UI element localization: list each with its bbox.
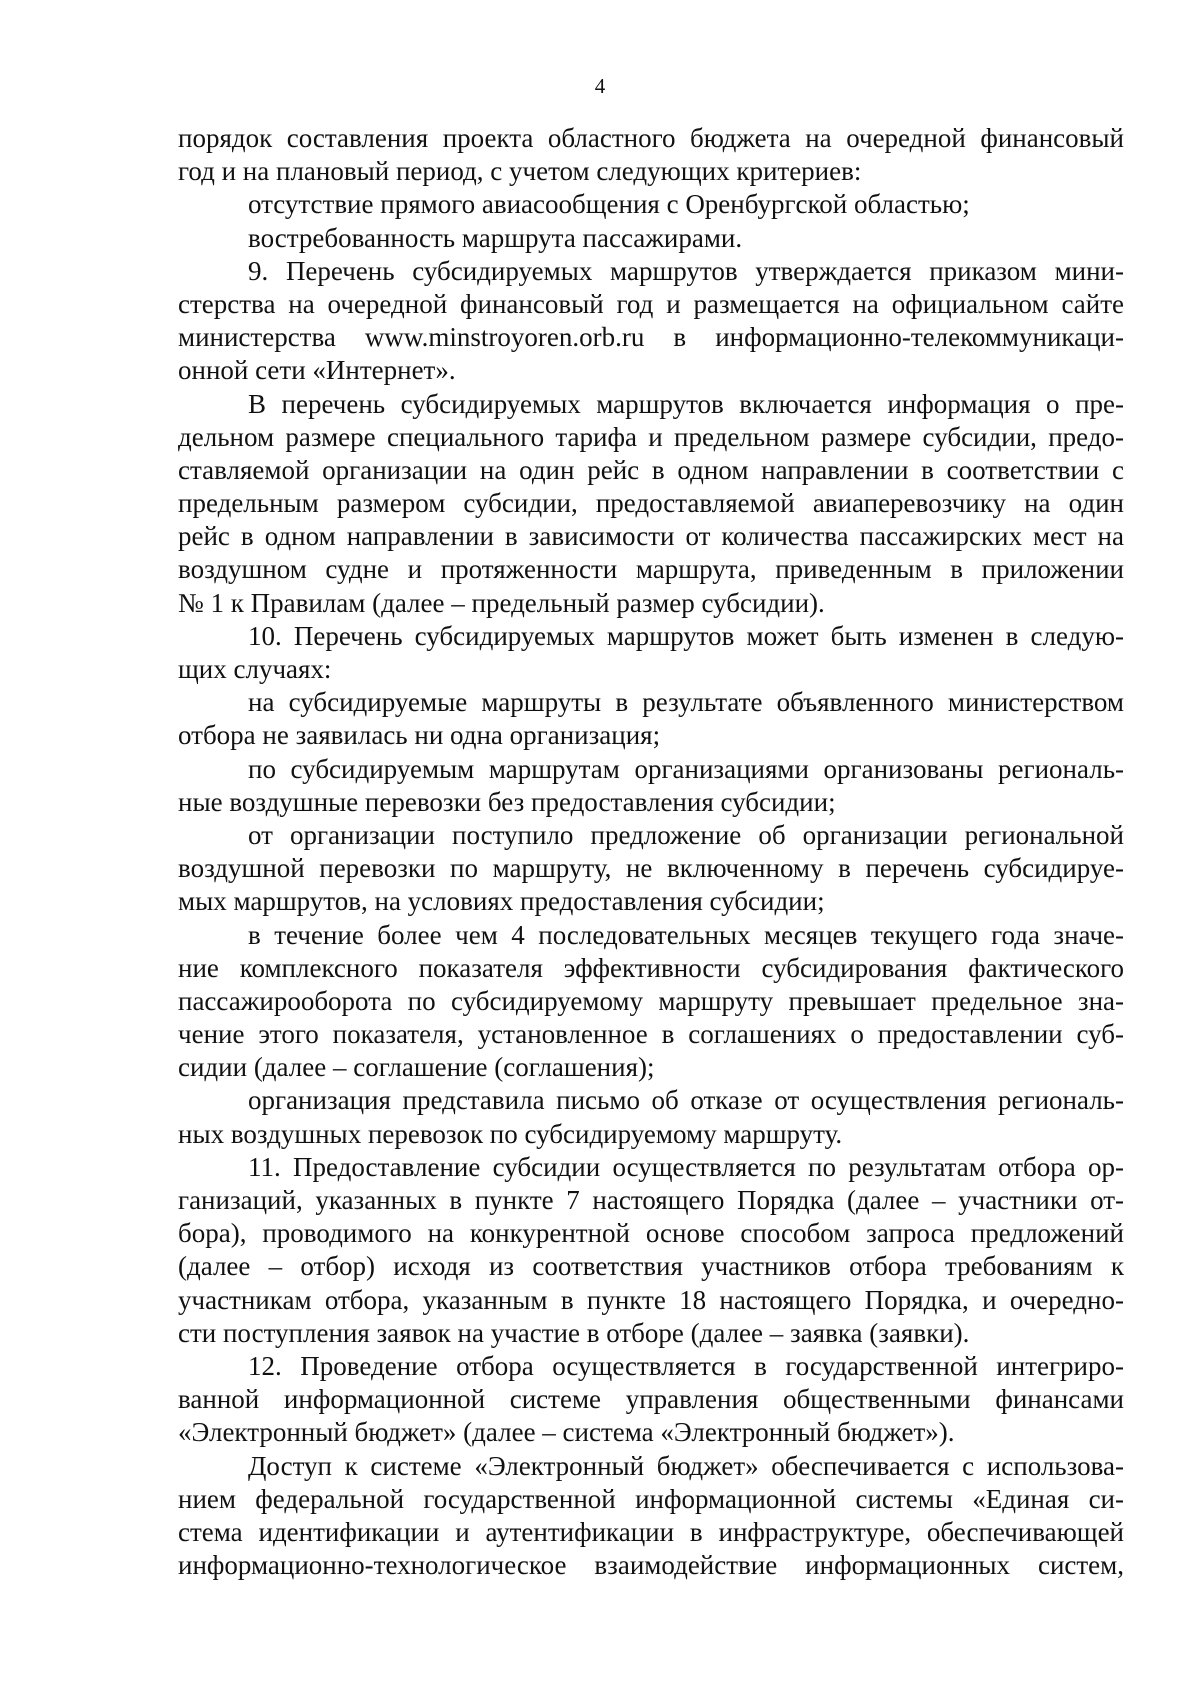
text-line: «Электронный бюджет» (далее – система «Электронный бюджет»). [178, 1417, 955, 1448]
text-line: отбора не заявилась ни одна организация; [178, 720, 661, 751]
text-line: чение этого показателя, установленное в соглашениях о предоставлении суб- [178, 1019, 1124, 1050]
text-line: ставляемой организации на один рейс в одном направлении в соответствии с [178, 454, 1124, 485]
text-line: сти поступления заявок на участие в отборе (далее – заявка (заявки). [178, 1317, 970, 1348]
text-line: воздушной перевозки по маршруту, не включенному в перечень субсидируе- [178, 853, 1124, 884]
text-line: в течение более чем 4 последовательных месяцев текущего года значе- [248, 919, 1124, 950]
text-line: по субсидируемым маршрутам организациями организованы региональ- [248, 753, 1124, 784]
text-line: востребованность маршрута пассажирами. [248, 222, 743, 253]
text-line: щих случаях: [178, 654, 332, 684]
text-line: стема идентификации и аутентификации в инфраструктуре, обеспечивающей [178, 1516, 1124, 1547]
text-line: ные воздушные перевозки без предоставления субсидии; [178, 786, 836, 817]
text-line: ванной информационной системе управления общественными финансами [178, 1384, 1124, 1415]
text-line: на субсидируемые маршруты в результате объявленного министерством [248, 687, 1124, 718]
text-line: бора), проводимого на конкурентной основе способом запроса предложений [178, 1218, 1124, 1249]
text-line: год и на плановый период, с учетом следующих критериев: [178, 156, 862, 187]
text-line: ганизаций, указанных в пункте 7 настоящего Порядка (далее – участники от- [178, 1185, 1124, 1215]
document-body [178, 122, 1124, 1582]
text-line: пассажирооборота по субсидируемому маршруту превышает предельное зна- [178, 985, 1124, 1016]
text-line: сидии (далее – соглашение (соглашения); [178, 1052, 655, 1083]
text-line: участникам отбора, указанным в пункте 18 настоящего Порядка, и очередно- [178, 1284, 1124, 1315]
text-line: В перечень субсидируемых маршрутов включается информация о пре- [248, 388, 1124, 419]
text-line: 9. Перечень субсидируемых маршрутов утверждается приказом мини- [248, 255, 1124, 286]
text-line: (далее – отбор) исходя из соответствия участников отбора требованиям к [178, 1251, 1124, 1282]
text-line: стерства на очередной финансовый год и размещается на официальном сайте [178, 288, 1124, 319]
text-line: 11. Предоставление субсидии осуществляется по результатам отбора ор- [248, 1151, 1124, 1182]
text-line: отсутствие прямого авиасообщения с Оренбургской областью; [248, 189, 970, 220]
text-line: министерства www.minstroyoren.orb.ru в информационно-телекоммуникаци- [178, 322, 1124, 353]
text-line: порядок составления проекта областного бюджета на очередной финансовый [178, 123, 1124, 153]
page-number: 4 [594, 74, 606, 98]
text-line: ние комплексного показателя эффективности субсидирования фактического [178, 952, 1124, 983]
text-line: ных воздушных перевозок по субсидируемому маршруту. [178, 1118, 843, 1149]
text-line: от организации поступило предложение об организации региональной [248, 819, 1124, 850]
text-line: информационно-технологическое взаимодействие информационных систем, [178, 1550, 1124, 1581]
text-line: организация представила письмо об отказе от осуществления региональ- [248, 1085, 1124, 1116]
text-line: Доступ к системе «Электронный бюджет» обеспечивается с использова- [248, 1450, 1124, 1481]
text-line: предельным размером субсидии, предоставляемой авиаперевозчику на один [178, 488, 1124, 519]
text-line: 10. Перечень субсидируемых маршрутов может быть изменен в следую- [248, 620, 1124, 651]
text-line: воздушном судне и протяженности маршрута, приведенным в приложении [178, 554, 1124, 585]
text-line: дельном размере специального тарифа и предельном размере субсидии, предо- [178, 421, 1124, 452]
text-line: онной сети «Интернет». [178, 355, 456, 386]
text-line: мых маршрутов, на условиях предоставления субсидии; [178, 886, 825, 917]
text-line: № 1 к Правилам (далее – предельный размер субсидии). [178, 587, 825, 618]
text-line: нием федеральной государственной информационной системы «Единая си- [178, 1483, 1124, 1514]
text-line: рейс в одном направлении в зависимости от количества пассажирских мест на [178, 521, 1124, 552]
text-line: 12. Проведение отбора осуществляется в государственной интегриро- [248, 1350, 1124, 1381]
